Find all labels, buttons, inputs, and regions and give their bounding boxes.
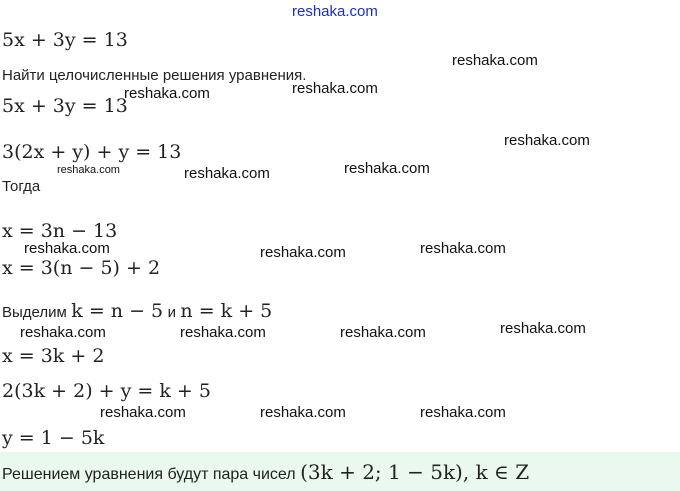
equation-grouped: 3(2x + y) + y = 13 xyxy=(2,141,182,163)
watermark: reshaka.com xyxy=(124,85,210,102)
x-in-terms-of-n: x = 3n − 13 xyxy=(2,220,118,242)
substitution-n: n = k + 5 xyxy=(180,300,273,322)
header-watermark[interactable]: reshaka.com xyxy=(292,3,378,20)
watermark: reshaka.com xyxy=(500,320,586,337)
watermark-small: reshaka.com xyxy=(57,164,120,176)
task-statement: Найти целочисленные решения уравнения. xyxy=(2,67,307,84)
watermark: reshaka.com xyxy=(260,244,346,261)
substitution-line xyxy=(2,300,272,322)
equation-repeat: 5x + 3y = 13 xyxy=(2,95,128,117)
answer-line xyxy=(2,460,529,484)
watermark: reshaka.com xyxy=(420,404,506,421)
x-in-terms-of-n-minus-5: x = 3(n − 5) + 2 xyxy=(2,257,161,279)
watermark: reshaka.com xyxy=(420,240,506,257)
y-in-terms-of-k: y = 1 − 5k xyxy=(2,427,105,449)
watermark: reshaka.com xyxy=(184,165,270,182)
watermark: reshaka.com xyxy=(344,160,430,177)
watermark: reshaka.com xyxy=(260,404,346,421)
answer-math: (3k + 2; 1 − 5k), k ∈ Z xyxy=(300,460,530,484)
x-in-terms-of-k: x = 3k + 2 xyxy=(2,345,105,367)
watermark: reshaka.com xyxy=(340,324,426,341)
substituted-equation: 2(3k + 2) + y = k + 5 xyxy=(2,380,211,402)
substitution-prefix: Выделим xyxy=(2,304,67,321)
watermark: reshaka.com xyxy=(504,132,590,149)
watermark: reshaka.com xyxy=(24,240,110,257)
watermark: reshaka.com xyxy=(452,52,538,69)
substitution-k: k = n − 5 xyxy=(71,300,164,322)
watermark: reshaka.com xyxy=(292,80,378,97)
then-label: Тогда xyxy=(2,178,41,195)
equation-initial: 5x + 3y = 13 xyxy=(2,29,128,51)
answer-text: Решением уравнения будут пара чисел xyxy=(2,466,296,483)
watermark: reshaka.com xyxy=(100,404,186,421)
watermark: reshaka.com xyxy=(180,324,266,341)
watermark: reshaka.com xyxy=(20,324,106,341)
substitution-and: и xyxy=(167,304,176,321)
